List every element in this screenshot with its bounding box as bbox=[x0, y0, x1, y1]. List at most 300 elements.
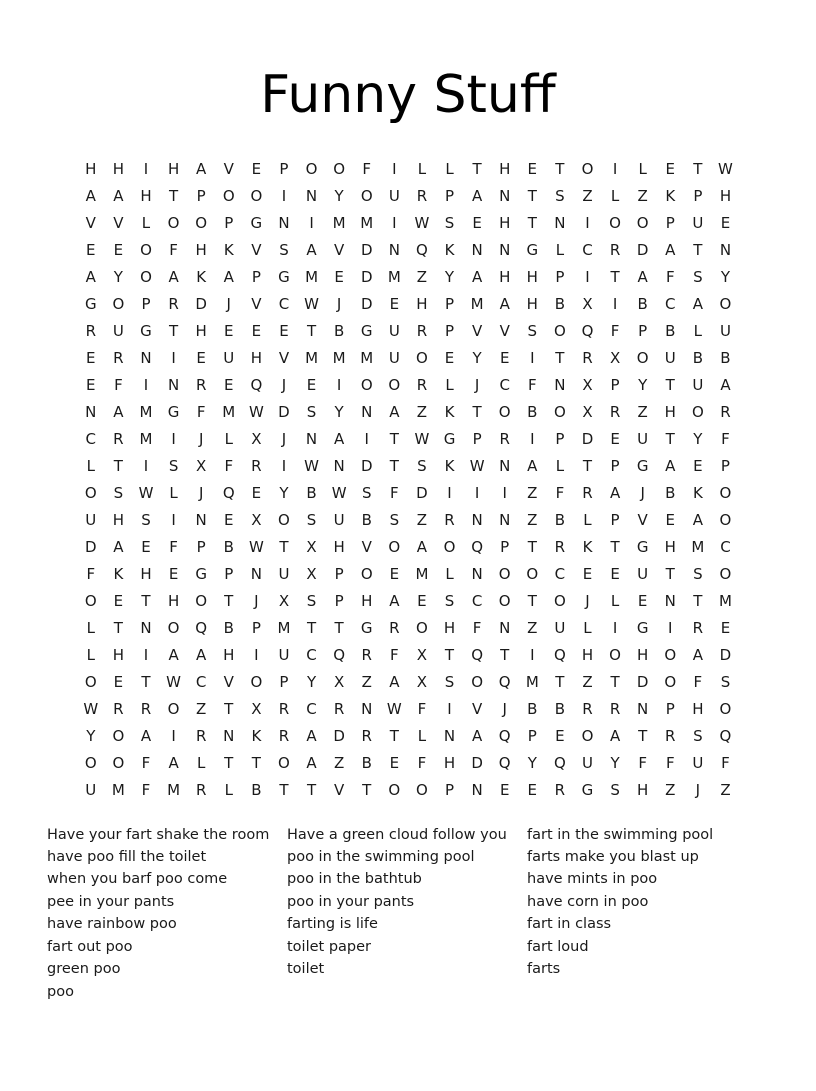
grid-cell[interactable]: Y bbox=[527, 753, 537, 772]
grid-cell[interactable]: R bbox=[361, 726, 372, 745]
grid-cell[interactable]: U bbox=[112, 321, 124, 340]
grid-cell[interactable]: E bbox=[389, 753, 400, 772]
grid-cell[interactable]: V bbox=[251, 240, 262, 259]
grid-cell[interactable]: H bbox=[250, 348, 262, 367]
grid-cell[interactable]: J bbox=[226, 294, 231, 313]
grid-cell[interactable]: I bbox=[171, 429, 176, 448]
grid-cell[interactable]: D bbox=[471, 753, 483, 772]
grid-cell[interactable]: B bbox=[333, 321, 345, 340]
grid-cell[interactable]: R bbox=[416, 321, 428, 340]
grid-cell[interactable]: F bbox=[417, 753, 427, 772]
grid-cell[interactable]: K bbox=[196, 267, 207, 286]
grid-cell[interactable]: O bbox=[140, 267, 152, 286]
grid-cell[interactable]: A bbox=[609, 483, 621, 502]
grid-cell[interactable]: E bbox=[224, 321, 234, 340]
grid-cell[interactable]: Z bbox=[582, 672, 593, 691]
grid-cell[interactable]: A bbox=[168, 645, 179, 664]
grid-cell[interactable]: I bbox=[364, 429, 369, 448]
grid-cell[interactable]: M bbox=[332, 213, 346, 232]
grid-cell[interactable]: N bbox=[471, 240, 483, 259]
grid-cell[interactable]: I bbox=[171, 726, 176, 745]
grid-cell[interactable]: T bbox=[168, 321, 179, 340]
grid-cell[interactable]: E bbox=[444, 348, 455, 367]
grid-cell[interactable]: H bbox=[719, 186, 732, 205]
grid-cell[interactable]: T bbox=[665, 375, 675, 394]
grid-cell[interactable]: R bbox=[195, 780, 207, 799]
grid-cell[interactable]: E bbox=[637, 591, 648, 610]
grid-cell[interactable]: M bbox=[277, 618, 291, 637]
grid-cell[interactable]: N bbox=[499, 456, 511, 475]
grid-cell[interactable]: L bbox=[555, 456, 565, 475]
grid-cell[interactable]: O bbox=[167, 699, 180, 718]
grid-cell[interactable]: W bbox=[248, 537, 264, 556]
grid-cell[interactable]: N bbox=[305, 186, 318, 205]
grid-cell[interactable]: S bbox=[306, 402, 317, 421]
grid-cell[interactable]: U bbox=[278, 645, 290, 664]
grid-cell[interactable]: J bbox=[640, 483, 645, 502]
grid-cell[interactable]: N bbox=[499, 240, 511, 259]
grid-cell[interactable]: A bbox=[720, 375, 731, 394]
grid-cell[interactable]: M bbox=[305, 267, 319, 286]
grid-cell[interactable]: Y bbox=[334, 186, 344, 205]
grid-cell[interactable]: M bbox=[167, 780, 181, 799]
grid-cell[interactable]: O bbox=[360, 564, 373, 583]
grid-cell[interactable]: K bbox=[444, 240, 455, 259]
word-list-item[interactable]: fart loud bbox=[527, 938, 589, 955]
grid-cell[interactable]: G bbox=[443, 429, 456, 448]
grid-cell[interactable]: P bbox=[224, 564, 234, 583]
grid-cell[interactable]: V bbox=[223, 159, 234, 178]
grid-cell[interactable]: W bbox=[414, 429, 430, 448]
grid-cell[interactable]: P bbox=[444, 321, 455, 340]
grid-cell[interactable]: P bbox=[444, 186, 455, 205]
grid-cell[interactable]: A bbox=[334, 429, 345, 448]
grid-cell[interactable]: W bbox=[718, 159, 733, 178]
grid-cell[interactable]: S bbox=[141, 510, 151, 529]
grid-cell[interactable]: T bbox=[389, 456, 399, 475]
grid-cell[interactable]: O bbox=[388, 375, 401, 394]
grid-cell[interactable]: S bbox=[610, 780, 620, 799]
grid-cell[interactable]: H bbox=[195, 321, 207, 340]
grid-cell[interactable]: A bbox=[306, 240, 317, 259]
grid-cell[interactable]: P bbox=[444, 294, 455, 313]
grid-cell[interactable]: H bbox=[664, 537, 676, 556]
word-list-item[interactable]: pee in your pants bbox=[47, 893, 175, 910]
grid-cell[interactable]: J bbox=[585, 591, 590, 610]
grid-cell[interactable]: M bbox=[305, 348, 319, 367]
grid-cell[interactable]: O bbox=[719, 294, 732, 313]
grid-cell[interactable]: S bbox=[389, 510, 400, 529]
grid-cell[interactable]: E bbox=[472, 213, 482, 232]
grid-cell[interactable]: O bbox=[719, 483, 732, 502]
grid-cell[interactable]: Y bbox=[279, 483, 289, 502]
grid-cell[interactable]: N bbox=[140, 618, 152, 637]
grid-cell[interactable]: B bbox=[554, 699, 566, 718]
grid-cell[interactable]: X bbox=[582, 402, 593, 421]
grid-cell[interactable]: N bbox=[195, 510, 207, 529]
grid-cell[interactable]: R bbox=[278, 726, 290, 745]
grid-cell[interactable]: R bbox=[113, 429, 124, 448]
grid-cell[interactable]: Q bbox=[553, 645, 566, 664]
grid-cell[interactable]: W bbox=[304, 294, 319, 313]
word-list-item[interactable]: farts bbox=[527, 961, 561, 978]
grid-cell[interactable]: A bbox=[471, 726, 483, 745]
grid-cell[interactable]: T bbox=[444, 645, 455, 664]
grid-cell[interactable]: A bbox=[416, 537, 428, 556]
grid-cell[interactable]: B bbox=[637, 294, 648, 313]
grid-cell[interactable]: W bbox=[166, 672, 181, 691]
grid-cell[interactable]: O bbox=[471, 672, 484, 691]
grid-cell[interactable]: E bbox=[499, 780, 510, 799]
grid-cell[interactable]: O bbox=[664, 645, 677, 664]
grid-cell[interactable]: F bbox=[555, 483, 565, 502]
grid-cell[interactable]: I bbox=[171, 348, 176, 367]
grid-cell[interactable]: T bbox=[665, 429, 675, 448]
grid-cell[interactable]: O bbox=[388, 537, 401, 556]
grid-cell[interactable]: N bbox=[499, 618, 511, 637]
grid-cell[interactable]: G bbox=[636, 618, 649, 637]
grid-cell[interactable]: L bbox=[86, 618, 95, 637]
grid-cell[interactable]: F bbox=[390, 483, 399, 502]
grid-cell[interactable]: O bbox=[581, 159, 594, 178]
grid-cell[interactable]: V bbox=[361, 537, 372, 556]
grid-cell[interactable]: D bbox=[333, 726, 345, 745]
word-list-item[interactable]: Have a green cloud follow you bbox=[287, 826, 507, 843]
grid-cell[interactable]: D bbox=[416, 483, 428, 502]
grid-cell[interactable]: O bbox=[360, 186, 373, 205]
grid-cell[interactable]: O bbox=[691, 402, 704, 421]
grid-cell[interactable]: A bbox=[85, 186, 96, 205]
grid-cell[interactable]: R bbox=[692, 618, 704, 637]
grid-cell[interactable]: Q bbox=[498, 753, 511, 772]
grid-cell[interactable]: L bbox=[417, 159, 427, 178]
grid-cell[interactable]: R bbox=[168, 294, 179, 313]
grid-cell[interactable]: O bbox=[719, 699, 732, 718]
grid-cell[interactable]: F bbox=[693, 672, 703, 691]
grid-cell[interactable]: H bbox=[333, 537, 345, 556]
grid-cell[interactable]: T bbox=[141, 672, 151, 691]
grid-cell[interactable]: Q bbox=[471, 645, 484, 664]
grid-cell[interactable]: O bbox=[195, 591, 208, 610]
grid-cell[interactable]: O bbox=[719, 564, 732, 583]
grid-cell[interactable]: Q bbox=[471, 537, 484, 556]
grid-cell[interactable]: P bbox=[610, 456, 620, 475]
grid-cell[interactable]: F bbox=[114, 375, 123, 394]
grid-cell[interactable]: F bbox=[527, 375, 537, 394]
grid-cell[interactable]: X bbox=[334, 672, 345, 691]
word-list-item[interactable]: poo in your pants bbox=[287, 893, 415, 910]
grid-cell[interactable]: T bbox=[224, 699, 234, 718]
grid-cell[interactable]: A bbox=[471, 267, 483, 286]
grid-cell[interactable]: J bbox=[474, 375, 480, 394]
grid-cell[interactable]: E bbox=[417, 591, 427, 610]
grid-cell[interactable]: O bbox=[443, 537, 456, 556]
grid-cell[interactable]: M bbox=[718, 591, 732, 610]
grid-cell[interactable]: J bbox=[198, 483, 204, 502]
grid-cell[interactable]: X bbox=[582, 294, 593, 313]
grid-cell[interactable]: I bbox=[143, 159, 149, 178]
grid-cell[interactable]: Q bbox=[250, 375, 263, 394]
grid-cell[interactable]: R bbox=[389, 618, 400, 637]
grid-cell[interactable]: P bbox=[196, 186, 206, 205]
grid-cell[interactable]: N bbox=[167, 375, 180, 394]
grid-cell[interactable]: T bbox=[279, 780, 289, 799]
grid-cell[interactable]: P bbox=[610, 375, 620, 394]
grid-cell[interactable]: O bbox=[278, 753, 290, 772]
grid-cell[interactable]: C bbox=[471, 591, 483, 610]
grid-cell[interactable]: U bbox=[719, 321, 731, 340]
grid-cell[interactable]: A bbox=[527, 456, 538, 475]
grid-cell[interactable]: E bbox=[527, 159, 538, 178]
grid-cell[interactable]: B bbox=[306, 483, 317, 502]
grid-cell[interactable]: O bbox=[84, 753, 97, 772]
grid-cell[interactable]: Z bbox=[334, 753, 345, 772]
grid-cell[interactable]: F bbox=[362, 159, 372, 178]
grid-cell[interactable]: I bbox=[585, 267, 590, 286]
word-list-item[interactable]: poo in the swimming pool bbox=[287, 849, 475, 866]
grid-cell[interactable]: C bbox=[195, 672, 207, 691]
grid-cell[interactable]: E bbox=[610, 564, 620, 583]
grid-cell[interactable]: U bbox=[388, 186, 400, 205]
grid-cell[interactable]: O bbox=[333, 159, 346, 178]
grid-cell[interactable]: G bbox=[167, 402, 180, 421]
grid-cell[interactable]: A bbox=[196, 645, 207, 664]
grid-cell[interactable]: K bbox=[665, 186, 676, 205]
grid-cell[interactable]: Y bbox=[638, 375, 648, 394]
word-list-item[interactable]: fart out poo bbox=[47, 938, 133, 955]
grid-cell[interactable]: T bbox=[334, 618, 344, 637]
grid-cell[interactable]: D bbox=[195, 294, 207, 313]
grid-cell[interactable]: R bbox=[416, 375, 428, 394]
grid-cell[interactable]: O bbox=[609, 645, 621, 664]
grid-cell[interactable]: B bbox=[361, 753, 372, 772]
grid-cell[interactable]: P bbox=[279, 672, 289, 691]
grid-cell[interactable]: C bbox=[306, 699, 317, 718]
grid-cell[interactable]: T bbox=[306, 780, 317, 799]
grid-cell[interactable]: A bbox=[665, 240, 676, 259]
grid-cell[interactable]: A bbox=[85, 267, 96, 286]
grid-cell[interactable]: A bbox=[389, 402, 400, 421]
grid-cell[interactable]: O bbox=[167, 213, 180, 232]
grid-cell[interactable]: P bbox=[665, 699, 675, 718]
grid-cell[interactable]: J bbox=[695, 780, 701, 799]
grid-cell[interactable]: H bbox=[637, 780, 649, 799]
grid-cell[interactable]: X bbox=[306, 564, 317, 583]
grid-cell[interactable]: M bbox=[139, 429, 153, 448]
grid-cell[interactable]: X bbox=[582, 375, 593, 394]
grid-cell[interactable]: O bbox=[195, 213, 208, 232]
grid-cell[interactable]: B bbox=[554, 294, 566, 313]
grid-cell[interactable]: T bbox=[555, 348, 565, 367]
grid-cell[interactable]: I bbox=[668, 618, 673, 637]
grid-cell[interactable]: T bbox=[168, 186, 179, 205]
grid-cell[interactable]: E bbox=[224, 375, 234, 394]
grid-cell[interactable]: M bbox=[360, 348, 374, 367]
grid-cell[interactable]: O bbox=[112, 294, 125, 313]
grid-cell[interactable]: K bbox=[692, 483, 703, 502]
grid-cell[interactable]: X bbox=[609, 348, 621, 367]
grid-cell[interactable]: I bbox=[254, 645, 259, 664]
grid-cell[interactable]: P bbox=[638, 321, 648, 340]
grid-cell[interactable]: H bbox=[526, 294, 538, 313]
grid-cell[interactable]: F bbox=[417, 699, 427, 718]
grid-cell[interactable]: W bbox=[331, 483, 347, 502]
grid-cell[interactable]: A bbox=[113, 186, 124, 205]
grid-cell[interactable]: F bbox=[86, 564, 96, 583]
grid-cell[interactable]: B bbox=[692, 348, 703, 367]
grid-cell[interactable]: R bbox=[582, 483, 593, 502]
grid-cell[interactable]: V bbox=[637, 510, 648, 529]
grid-cell[interactable]: D bbox=[360, 240, 373, 259]
grid-cell[interactable]: V bbox=[334, 240, 345, 259]
grid-cell[interactable]: T bbox=[224, 591, 234, 610]
grid-cell[interactable]: A bbox=[196, 159, 207, 178]
grid-cell[interactable]: S bbox=[527, 321, 538, 340]
grid-cell[interactable]: J bbox=[502, 699, 507, 718]
grid-cell[interactable]: E bbox=[693, 456, 703, 475]
grid-cell[interactable]: N bbox=[223, 726, 235, 745]
grid-cell[interactable]: C bbox=[665, 294, 676, 313]
word-list-item[interactable]: fart in the swimming pool bbox=[527, 826, 714, 843]
grid-cell[interactable]: T bbox=[362, 780, 372, 799]
grid-cell[interactable]: L bbox=[445, 564, 454, 583]
grid-cell[interactable]: Q bbox=[581, 321, 594, 340]
grid-cell[interactable]: T bbox=[638, 726, 648, 745]
grid-cell[interactable]: N bbox=[361, 699, 373, 718]
word-list-item[interactable]: farting is life bbox=[287, 916, 378, 933]
grid-cell[interactable]: L bbox=[224, 429, 233, 448]
grid-cell[interactable]: J bbox=[198, 429, 204, 448]
grid-cell[interactable]: Z bbox=[720, 780, 731, 799]
grid-cell[interactable]: U bbox=[637, 429, 649, 448]
grid-cell[interactable]: H bbox=[112, 510, 125, 529]
grid-cell[interactable]: F bbox=[721, 753, 730, 772]
grid-cell[interactable]: K bbox=[582, 537, 593, 556]
grid-cell[interactable]: E bbox=[251, 159, 262, 178]
grid-cell[interactable]: H bbox=[526, 267, 538, 286]
grid-cell[interactable]: I bbox=[447, 483, 452, 502]
grid-cell[interactable]: F bbox=[141, 753, 151, 772]
grid-cell[interactable]: U bbox=[388, 348, 400, 367]
word-list-item[interactable]: have rainbow poo bbox=[47, 916, 177, 933]
grid-cell[interactable]: F bbox=[610, 321, 620, 340]
grid-cell[interactable]: J bbox=[254, 591, 259, 610]
grid-cell[interactable]: D bbox=[636, 672, 649, 691]
grid-cell[interactable]: L bbox=[583, 510, 592, 529]
grid-cell[interactable]: U bbox=[85, 510, 97, 529]
grid-cell[interactable]: I bbox=[530, 348, 535, 367]
grid-cell[interactable]: E bbox=[251, 483, 262, 502]
grid-cell[interactable]: Q bbox=[416, 240, 428, 259]
grid-cell[interactable]: S bbox=[444, 213, 455, 232]
grid-cell[interactable]: P bbox=[693, 186, 703, 205]
grid-cell[interactable]: E bbox=[141, 537, 151, 556]
grid-cell[interactable]: W bbox=[248, 402, 264, 421]
grid-cell[interactable]: O bbox=[305, 159, 318, 178]
grid-cell[interactable]: B bbox=[665, 483, 676, 502]
grid-cell[interactable]: L bbox=[86, 645, 95, 664]
grid-cell[interactable]: F bbox=[721, 429, 730, 448]
grid-cell[interactable]: O bbox=[636, 213, 649, 232]
grid-cell[interactable]: V bbox=[471, 699, 483, 718]
grid-cell[interactable]: H bbox=[443, 753, 456, 772]
grid-cell[interactable]: F bbox=[224, 456, 234, 475]
word-list-item[interactable]: have mints in poo bbox=[527, 871, 658, 888]
grid-cell[interactable]: O bbox=[416, 780, 428, 799]
grid-cell[interactable]: D bbox=[581, 429, 594, 448]
grid-cell[interactable]: E bbox=[555, 726, 565, 745]
grid-cell[interactable]: P bbox=[196, 537, 206, 556]
grid-cell[interactable]: H bbox=[664, 402, 676, 421]
grid-cell[interactable]: I bbox=[530, 645, 535, 664]
grid-cell[interactable]: Z bbox=[527, 618, 538, 637]
grid-cell[interactable]: S bbox=[693, 726, 703, 745]
grid-cell[interactable]: E bbox=[665, 510, 675, 529]
grid-cell[interactable]: E bbox=[113, 672, 124, 691]
grid-cell[interactable]: H bbox=[140, 186, 152, 205]
grid-cell[interactable]: X bbox=[251, 510, 262, 529]
grid-cell[interactable]: I bbox=[612, 618, 618, 637]
grid-cell[interactable]: D bbox=[636, 240, 649, 259]
grid-cell[interactable]: R bbox=[444, 510, 455, 529]
grid-cell[interactable]: T bbox=[527, 186, 537, 205]
grid-cell[interactable]: I bbox=[281, 456, 287, 475]
grid-cell[interactable]: V bbox=[278, 348, 290, 367]
grid-cell[interactable]: O bbox=[140, 240, 152, 259]
grid-cell[interactable]: L bbox=[610, 591, 620, 610]
grid-cell[interactable]: Y bbox=[472, 348, 482, 367]
grid-cell[interactable]: P bbox=[251, 618, 261, 637]
grid-cell[interactable]: T bbox=[113, 456, 123, 475]
grid-cell[interactable]: S bbox=[693, 564, 703, 583]
grid-cell[interactable]: R bbox=[665, 726, 676, 745]
grid-cell[interactable]: U bbox=[554, 618, 566, 637]
grid-cell[interactable]: I bbox=[143, 375, 149, 394]
grid-cell[interactable]: P bbox=[555, 267, 565, 286]
grid-cell[interactable]: E bbox=[86, 240, 96, 259]
grid-cell[interactable]: R bbox=[499, 429, 510, 448]
word-list-item[interactable]: toilet bbox=[287, 961, 325, 978]
grid-cell[interactable]: A bbox=[306, 726, 317, 745]
grid-cell[interactable]: G bbox=[140, 321, 152, 340]
grid-cell[interactable]: E bbox=[224, 510, 234, 529]
grid-cell[interactable]: M bbox=[111, 780, 125, 799]
grid-cell[interactable]: O bbox=[719, 510, 732, 529]
grid-cell[interactable]: Y bbox=[86, 726, 96, 745]
grid-cell[interactable]: G bbox=[360, 618, 373, 637]
grid-cell[interactable]: A bbox=[471, 186, 483, 205]
grid-cell[interactable]: N bbox=[250, 564, 262, 583]
grid-cell[interactable]: E bbox=[113, 240, 124, 259]
grid-cell[interactable]: S bbox=[306, 510, 317, 529]
word-list-item[interactable]: fart in class bbox=[527, 916, 612, 933]
grid-cell[interactable]: O bbox=[167, 618, 180, 637]
grid-cell[interactable]: M bbox=[360, 213, 374, 232]
grid-cell[interactable]: S bbox=[555, 186, 565, 205]
grid-cell[interactable]: Z bbox=[582, 186, 593, 205]
grid-cell[interactable]: V bbox=[85, 213, 96, 232]
grid-cell[interactable]: O bbox=[553, 591, 566, 610]
grid-cell[interactable]: B bbox=[361, 510, 372, 529]
grid-cell[interactable]: E bbox=[499, 348, 510, 367]
grid-cell[interactable]: I bbox=[502, 483, 507, 502]
grid-cell[interactable]: Z bbox=[416, 267, 428, 286]
grid-cell[interactable]: I bbox=[143, 645, 149, 664]
grid-cell[interactable]: R bbox=[609, 240, 621, 259]
grid-cell[interactable]: T bbox=[389, 726, 399, 745]
grid-cell[interactable]: T bbox=[279, 537, 289, 556]
grid-cell[interactable]: T bbox=[500, 645, 510, 664]
